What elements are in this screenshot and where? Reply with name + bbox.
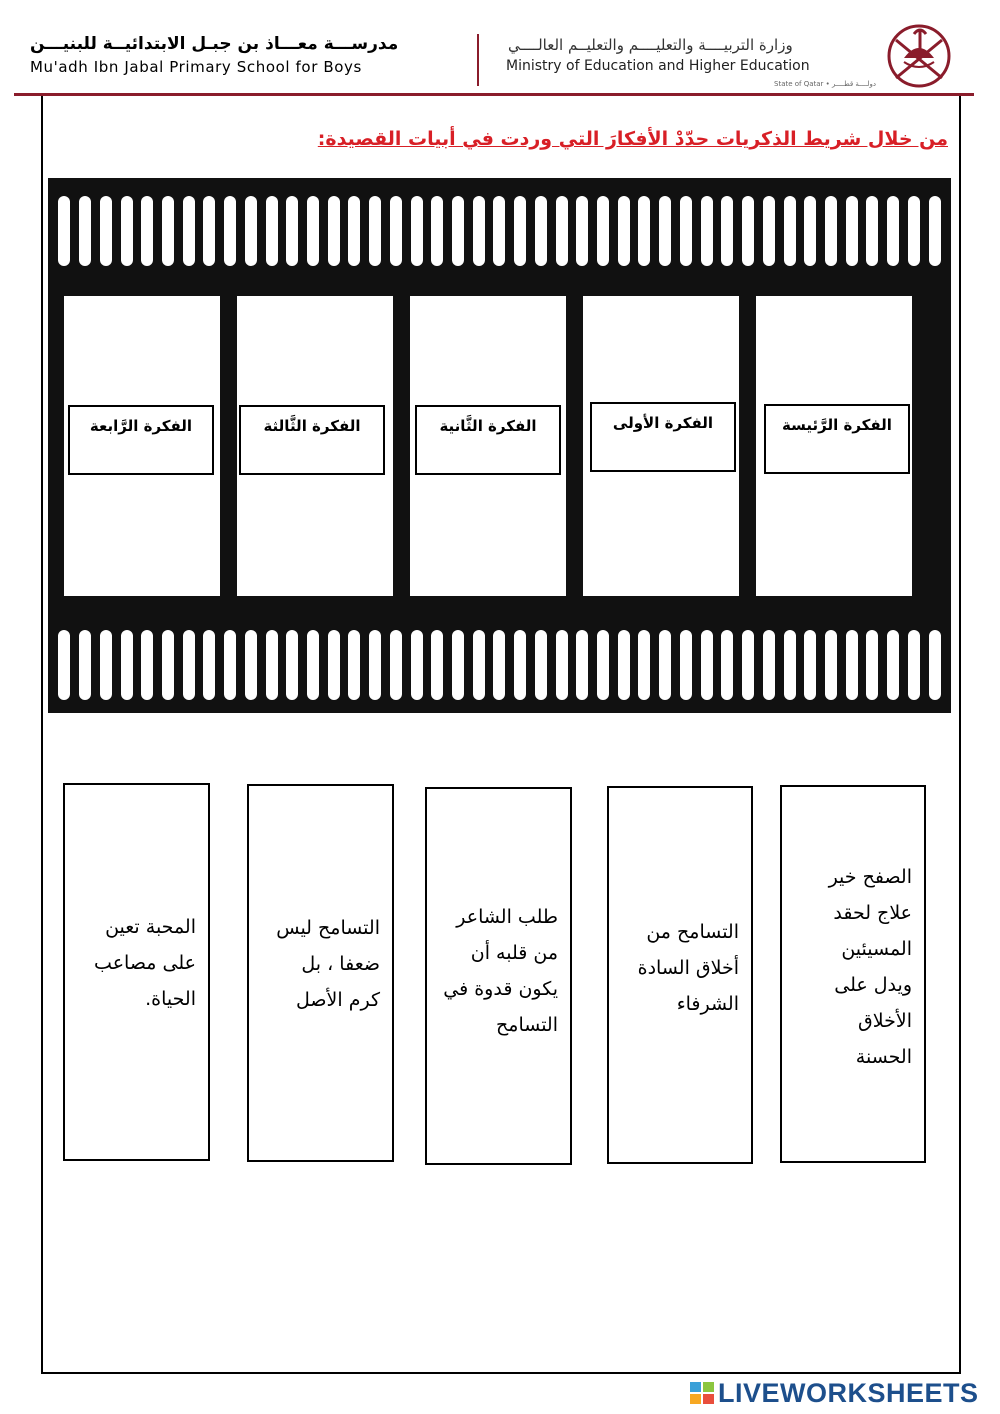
sprocket-hole bbox=[763, 196, 775, 266]
sprocket-hole bbox=[929, 196, 941, 266]
logo-square bbox=[703, 1394, 714, 1404]
sprocket-hole bbox=[597, 196, 609, 266]
film-sprockets-bottom bbox=[48, 630, 951, 700]
sprocket-hole bbox=[597, 630, 609, 700]
sprocket-hole bbox=[535, 630, 547, 700]
sprocket-hole bbox=[266, 196, 278, 266]
idea-drop-box-first[interactable]: الفكرة الأولى bbox=[590, 402, 736, 472]
sprocket-hole bbox=[473, 630, 485, 700]
ministry-name-arabic: وزارة التربيــــة والتعليــــم والتعليــم العالــــي bbox=[508, 36, 793, 54]
sprocket-hole bbox=[369, 630, 381, 700]
sprocket-hole bbox=[79, 630, 91, 700]
sprocket-hole bbox=[411, 630, 423, 700]
sprocket-hole bbox=[493, 196, 505, 266]
idea-drop-box-fourth[interactable]: الفكرة الرَّابعة bbox=[68, 405, 214, 475]
sprocket-hole bbox=[618, 196, 630, 266]
answer-card-text: الصفح خير علاج لحقد المسيئين ويدل على الأخلاق الحسنة bbox=[828, 866, 912, 1068]
sprocket-hole bbox=[100, 630, 112, 700]
sprocket-hole bbox=[328, 630, 340, 700]
school-name-english: Mu'adh Ibn Jabal Primary School for Boys bbox=[30, 58, 362, 76]
header-divider bbox=[477, 34, 479, 86]
sprocket-hole bbox=[245, 630, 257, 700]
sprocket-hole bbox=[659, 196, 671, 266]
liveworksheets-logo bbox=[690, 1378, 979, 1408]
sprocket-hole bbox=[763, 630, 775, 700]
sprocket-hole bbox=[742, 630, 754, 700]
sprocket-hole bbox=[535, 196, 547, 266]
sprocket-hole bbox=[307, 630, 319, 700]
sprocket-hole bbox=[224, 630, 236, 700]
state-label: State of Qatar • دولــــة قطــــر bbox=[774, 80, 876, 88]
sprocket-hole bbox=[431, 196, 443, 266]
sprocket-hole bbox=[514, 196, 526, 266]
answer-card-text: التسامح من أخلاق السادة الشرفاء bbox=[637, 921, 739, 1015]
idea-drop-box-main[interactable]: الفكرة الرَّئيسة bbox=[764, 404, 910, 474]
sprocket-hole bbox=[266, 630, 278, 700]
sprocket-hole bbox=[307, 196, 319, 266]
sprocket-hole bbox=[846, 630, 858, 700]
sprocket-hole bbox=[908, 630, 920, 700]
sprocket-hole bbox=[121, 196, 133, 266]
sprocket-hole bbox=[203, 196, 215, 266]
sprocket-hole bbox=[825, 630, 837, 700]
sprocket-hole bbox=[680, 630, 692, 700]
sprocket-hole bbox=[493, 630, 505, 700]
sprocket-hole bbox=[411, 196, 423, 266]
sprocket-hole bbox=[286, 630, 298, 700]
sprocket-hole bbox=[224, 196, 236, 266]
sprocket-hole bbox=[162, 630, 174, 700]
sprocket-hole bbox=[245, 196, 257, 266]
sprocket-hole bbox=[121, 630, 133, 700]
sprocket-hole bbox=[473, 196, 485, 266]
sprocket-hole bbox=[866, 196, 878, 266]
liveworksheets-brand: LIVEWORKSHEETS bbox=[718, 1377, 979, 1408]
ministry-name-english: Ministry of Education and Higher Education bbox=[506, 58, 810, 74]
answer-card[interactable] bbox=[63, 783, 210, 1161]
film-strip bbox=[48, 178, 951, 713]
sprocket-hole bbox=[556, 196, 568, 266]
sprocket-hole bbox=[328, 196, 340, 266]
sprocket-hole bbox=[742, 196, 754, 266]
answer-card[interactable] bbox=[247, 784, 394, 1162]
sprocket-hole bbox=[638, 630, 650, 700]
idea-drop-box-second[interactable]: الفكرة الثَّانية bbox=[415, 405, 561, 475]
sprocket-hole bbox=[390, 196, 402, 266]
sprocket-hole bbox=[929, 630, 941, 700]
sprocket-hole bbox=[784, 196, 796, 266]
school-name-arabic: مدرســـة معـــاذ بن جبـل الابتدائيــة للبنيـــن bbox=[30, 34, 399, 54]
sprocket-hole bbox=[887, 630, 899, 700]
sprocket-hole bbox=[390, 630, 402, 700]
sprocket-hole bbox=[514, 630, 526, 700]
instruction-text: من خلال شريط الذكريات حدّدْ الأفكارَ التي وردت في أبيات القصيدة: bbox=[317, 128, 948, 150]
sprocket-hole bbox=[100, 196, 112, 266]
sprocket-hole bbox=[576, 196, 588, 266]
sprocket-hole bbox=[79, 196, 91, 266]
sprocket-hole bbox=[576, 630, 588, 700]
answer-card-text: التسامح ليس ضعفا ، بل كرم الأصل bbox=[276, 917, 380, 1011]
sprocket-hole bbox=[659, 630, 671, 700]
sprocket-hole bbox=[452, 630, 464, 700]
sprocket-hole bbox=[286, 196, 298, 266]
sprocket-hole bbox=[141, 630, 153, 700]
sprocket-hole bbox=[638, 196, 650, 266]
logo-square bbox=[690, 1382, 701, 1392]
sprocket-hole bbox=[431, 630, 443, 700]
sprocket-hole bbox=[721, 196, 733, 266]
sprocket-hole bbox=[369, 196, 381, 266]
sprocket-hole bbox=[348, 196, 360, 266]
idea-drop-box-third[interactable]: الفكرة الثَّالثة bbox=[239, 405, 385, 475]
sprocket-hole bbox=[58, 630, 70, 700]
liveworksheets-logo-icon bbox=[690, 1382, 714, 1404]
sprocket-hole bbox=[162, 196, 174, 266]
answer-card[interactable] bbox=[425, 787, 572, 1165]
logo-square bbox=[690, 1394, 701, 1404]
answer-card-text: المحبة تعين على مصاعب الحياة. bbox=[94, 916, 196, 1010]
sprocket-hole bbox=[784, 630, 796, 700]
logo-square bbox=[703, 1382, 714, 1392]
sprocket-hole bbox=[556, 630, 568, 700]
sprocket-hole bbox=[618, 630, 630, 700]
sprocket-hole bbox=[908, 196, 920, 266]
sprocket-hole bbox=[701, 630, 713, 700]
sprocket-hole bbox=[141, 196, 153, 266]
sprocket-hole bbox=[887, 196, 899, 266]
sprocket-hole bbox=[721, 630, 733, 700]
answer-card[interactable] bbox=[780, 785, 926, 1163]
sprocket-hole bbox=[825, 196, 837, 266]
qatar-emblem-icon bbox=[874, 18, 964, 92]
sprocket-hole bbox=[680, 196, 692, 266]
sprocket-hole bbox=[846, 196, 858, 266]
answer-card[interactable] bbox=[607, 786, 753, 1164]
film-sprockets-top bbox=[48, 196, 951, 266]
sprocket-hole bbox=[203, 630, 215, 700]
answer-card-text: طلب الشاعر من قلبه أن يكون قدوة في التسامح bbox=[443, 906, 558, 1036]
sprocket-hole bbox=[452, 196, 464, 266]
sprocket-hole bbox=[183, 630, 195, 700]
sprocket-hole bbox=[804, 196, 816, 266]
sprocket-hole bbox=[348, 630, 360, 700]
sprocket-hole bbox=[804, 630, 816, 700]
sprocket-hole bbox=[866, 630, 878, 700]
sprocket-hole bbox=[58, 196, 70, 266]
sprocket-hole bbox=[183, 196, 195, 266]
sprocket-hole bbox=[701, 196, 713, 266]
